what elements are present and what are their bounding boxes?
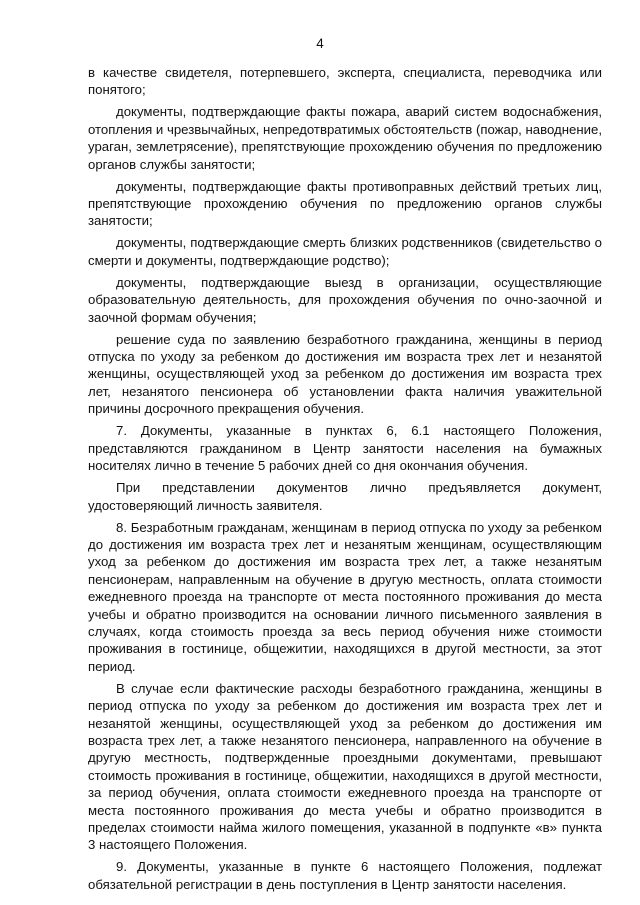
paragraph: В случае если фактические расходы безработного гражданина, женщины в период отпуска по уходу за ребенком до достижения им возраста трех лет и незанятой женщины, осуществляющей уход за ребенком до достижения им возраста трех лет, а также незанятого пенсионера, направленного на обучение в другую местность, подтвержденные проездными документами, превышают стоимость проживания в гостинице, общежитии, находящихся в другой местности, за период обучения, оплата стоимости ежедневного проезда на транспорте от места постоянного проживания до места учебы и обратно производится в пределах стоимости найма жилого помещения, указанной в подпункте «в» пункта 3 настоящего Положения. [88, 680, 602, 853]
document-body [88, 64, 602, 898]
paragraph: решение суда по заявлению безработного гражданина, женщины в период отпуска по уходу за ребенком до достижения им возраста трех лет и незанятой женщины, осуществляющей уход за ребенком до достижения им возраста трех лет, незанятого пенсионера об установлении факта наличия уважительной причины досрочного прекращения обучения. [88, 331, 602, 417]
paragraph: документы, подтверждающие факты пожара, аварий систем водоснабжения, отопления и чрезвычайных, непредотвратимых обстоятельств (пожар, наводнение, ураган, землетрясение), препятствующие прохождению обучения по предложению органов службы занятости; [88, 104, 602, 172]
paragraph: При представлении документов лично предъявляется документ, удостоверяющий личность заявителя. [88, 480, 602, 513]
paragraph: 8. Безработным гражданам, женщинам в период отпуска по уходу за ребенком до достижения им возраста трех лет и незанятым женщинам, осуществляющим уход за ребенком до достижения им возраста трех лет, а также незанятым пенсионерам, направленным на обучение в другую местность, оплата стоимости ежедневного проезда на транспорте от места постоянного проживания до места учебы и обратно производится на основании личного письменного заявления в случаях, когда стоимость проезда за весь период обучения ниже стоимости проживания в гостинице, общежитии, находящихся в другой местности, за этот период. [88, 519, 602, 674]
paragraph: 9. Документы, указанные в пункте 6 настоящего Положения, подлежат обязательной регистрации в день поступления в Центр занятости населения. [88, 859, 602, 892]
paragraph: документы, подтверждающие выезд в организации, осуществляющие образовательную деятельность, для прохождения обучения по очно-заочной и заочной формам обучения; [88, 274, 602, 325]
paragraph: в качестве свидетеля, потерпевшего, эксперта, специалиста, переводчика или понятого; [88, 65, 602, 98]
page-number: 4 [316, 36, 324, 51]
paragraph: документы, подтверждающие факты противоправных действий третьих лиц, препятствующие прохождению обучения по предложению органов службы занятости; [88, 178, 602, 229]
paragraph: 7. Документы, указанные в пунктах 6, 6.1 настоящего Положения, представляются гражданином в Центр занятости населения на бумажных носителях лично в течение 5 рабочих дней со дня окончания обучения. [88, 423, 602, 474]
paragraph: документы, подтверждающие смерть близких родственников (свидетельство о смерти и документы, подтверждающие родство); [88, 235, 602, 268]
